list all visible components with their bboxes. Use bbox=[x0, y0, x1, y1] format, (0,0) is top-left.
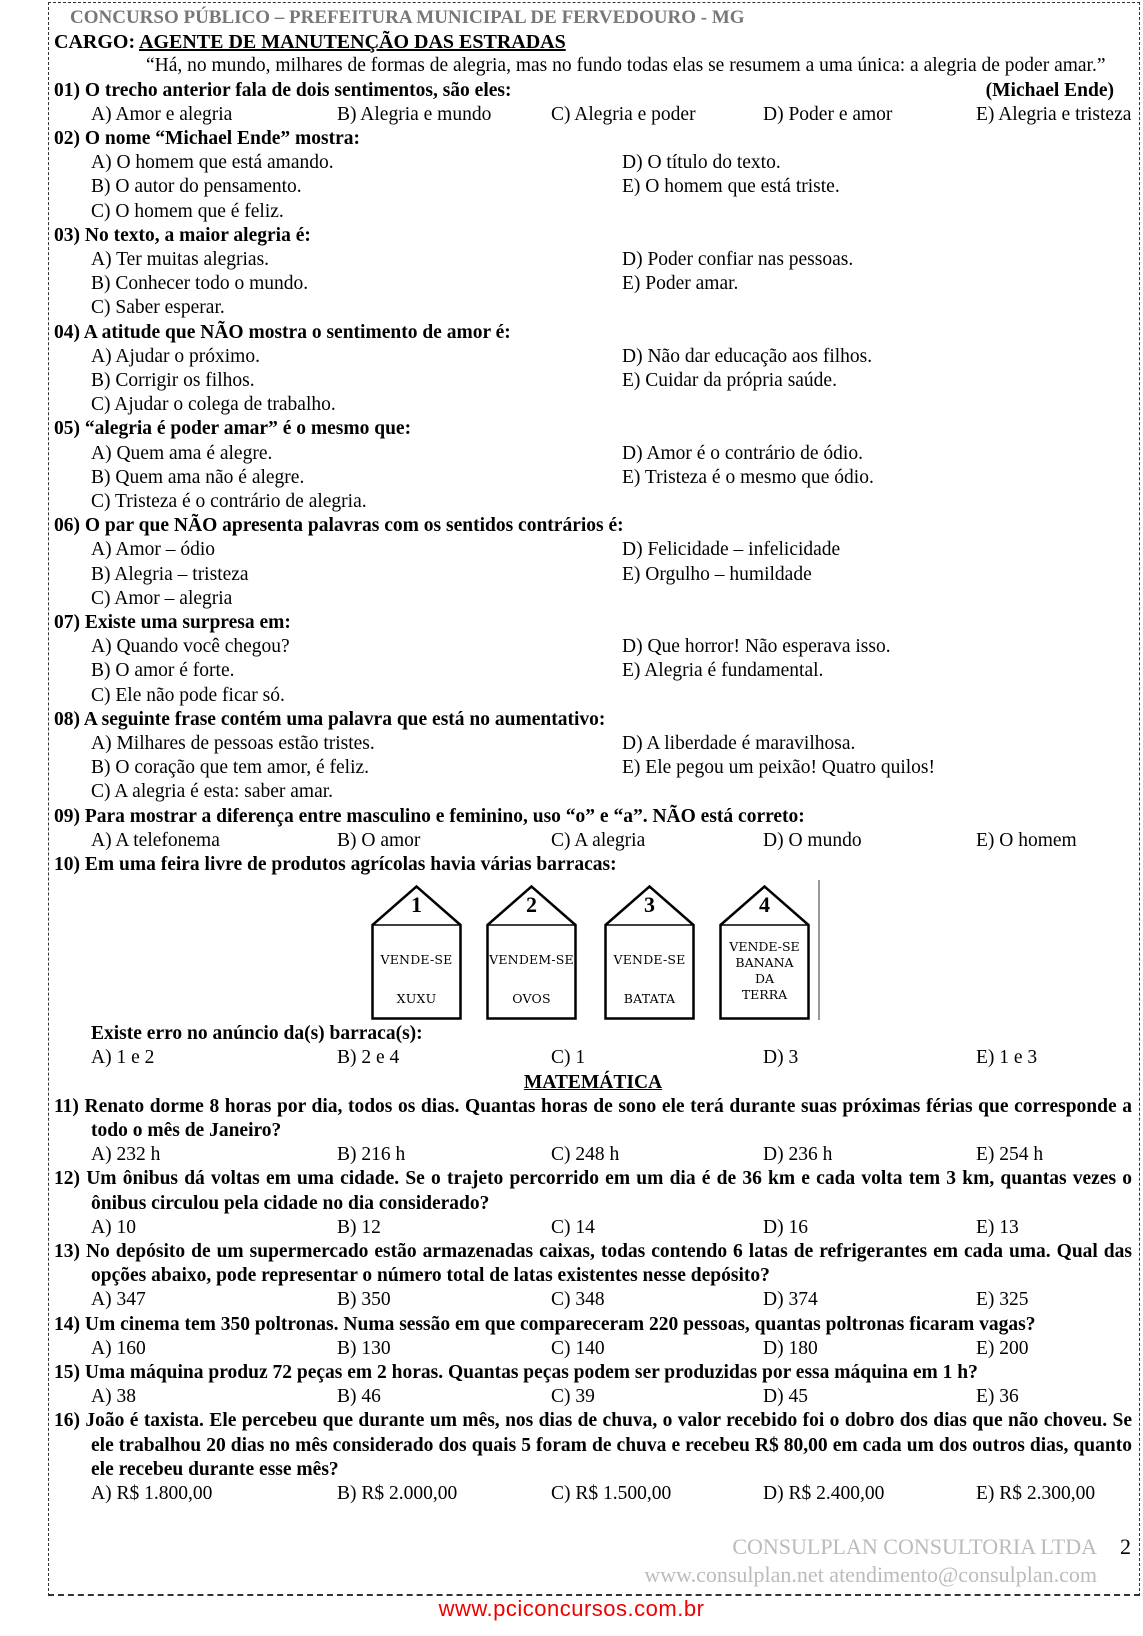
option[interactable]: C) 348 bbox=[551, 1289, 605, 1311]
question-stem: 04) A atitude que NÃO mostra o sentimento de amor é: bbox=[54, 321, 511, 343]
option[interactable]: B) Conhecer todo o mundo. bbox=[91, 273, 309, 295]
option[interactable]: C) A alegria bbox=[551, 829, 646, 851]
quote: “Há, no mundo, milhares de formas de alegria, mas no fundo todas elas se resumem a uma única: a alegria de poder amar.” bbox=[146, 55, 1106, 77]
quote-author: (Michael Ende) bbox=[985, 79, 1114, 101]
option[interactable]: E) Alegria é fundamental. bbox=[622, 660, 824, 682]
stall-sign-line1: VENDE-SE bbox=[613, 952, 686, 968]
option[interactable]: A) Amor – ódio bbox=[91, 539, 216, 561]
question-stem: 05) “alegria é poder amar” é o mesmo que: bbox=[54, 418, 412, 440]
option[interactable]: B) Quem ama não é alegre. bbox=[91, 466, 305, 488]
option[interactable]: A) R$ 1.800,00 bbox=[91, 1483, 213, 1505]
section-title: MATEMÁTICA bbox=[523, 1071, 663, 1093]
options-row bbox=[54, 829, 1132, 853]
option[interactable]: D) 3 bbox=[763, 1047, 799, 1069]
option[interactable]: A) Ajudar o próximo. bbox=[91, 345, 260, 367]
option[interactable]: D) A liberdade é maravilhosa. bbox=[622, 733, 856, 755]
question-substem: Existe erro no anúncio da(s) barraca(s): bbox=[91, 1023, 423, 1045]
question-stem: 06) O par que NÃO apresenta palavras com os sentidos contrários é: bbox=[54, 515, 624, 537]
option[interactable]: C) Saber esperar. bbox=[91, 297, 225, 319]
option[interactable]: C) Ajudar o colega de trabalho. bbox=[91, 394, 336, 416]
options-row bbox=[54, 1482, 1132, 1506]
option[interactable]: E) 1 e 3 bbox=[976, 1047, 1038, 1069]
option[interactable]: B) O amor bbox=[337, 829, 421, 851]
option[interactable]: E) Orgulho – humildade bbox=[622, 563, 812, 585]
option[interactable]: D) Que horror! Não esperava isso. bbox=[622, 636, 891, 658]
options-row bbox=[54, 1385, 1132, 1409]
stall-number: 3 bbox=[644, 892, 655, 918]
question bbox=[54, 79, 1132, 127]
options-row bbox=[54, 1143, 1132, 1167]
options-grid bbox=[54, 732, 1132, 805]
question bbox=[54, 127, 1132, 224]
option[interactable]: E) Ele pegou um peixão! Quatro quilos! bbox=[622, 757, 935, 779]
question bbox=[54, 514, 1132, 611]
option[interactable]: E) O homem que está triste. bbox=[622, 176, 840, 198]
stall-sign-line1: VENDE-SE bbox=[380, 952, 453, 968]
stall-number: 1 bbox=[411, 892, 422, 918]
stall-4 bbox=[719, 885, 810, 1020]
option[interactable]: D) 236 h bbox=[763, 1144, 833, 1166]
exam-content bbox=[54, 6, 1132, 1506]
question-stem: 02) O nome “Michael Ende” mostra: bbox=[54, 128, 361, 149]
question-stem: 14) Um cinema tem 350 poltronas. Numa sessão em que compareceram 220 pessoas, quantas poltronas ficaram vagas? bbox=[54, 1313, 1036, 1335]
option[interactable]: B) Corrigir os filhos. bbox=[91, 370, 255, 392]
option[interactable]: E) R$ 2.300,00 bbox=[976, 1483, 1096, 1505]
stall-sign-line2: XUXU bbox=[396, 991, 437, 1007]
cargo-value: AGENTE DE MANUTENÇÃO DAS ESTRADAS bbox=[139, 31, 566, 54]
option[interactable]: E) O homem bbox=[976, 829, 1077, 851]
stall-3 bbox=[604, 885, 695, 1020]
option[interactable]: B) 216 h bbox=[337, 1144, 406, 1166]
option[interactable]: D) Não dar educação aos filhos. bbox=[622, 345, 873, 367]
question bbox=[54, 321, 1132, 418]
cargo-label: CARGO: bbox=[54, 31, 136, 54]
question-stem: 09) Para mostrar a diferença entre masculino e feminino, uso “o” e “a”. NÃO está correto: bbox=[54, 805, 805, 827]
option[interactable]: B) O coração que tem amor, é feliz. bbox=[91, 757, 370, 779]
option[interactable]: B) 130 bbox=[337, 1337, 391, 1359]
question-stem: 10) Em uma feira livre de produtos agrícolas havia várias barracas: bbox=[54, 854, 617, 876]
option[interactable]: C) Alegria e poder bbox=[551, 103, 696, 125]
option[interactable]: D) 180 bbox=[763, 1337, 818, 1359]
question bbox=[54, 853, 1132, 1071]
option[interactable]: A) A telefonema bbox=[91, 829, 220, 851]
option[interactable]: C) 1 bbox=[551, 1047, 586, 1069]
option[interactable]: C) 39 bbox=[551, 1386, 595, 1408]
stall-1 bbox=[371, 885, 462, 1020]
stall-number: 4 bbox=[759, 892, 770, 918]
option[interactable]: D) R$ 2.400,00 bbox=[763, 1483, 885, 1505]
option[interactable]: A) 1 e 2 bbox=[91, 1047, 155, 1069]
option[interactable]: D) Felicidade – infelicidade bbox=[622, 539, 841, 561]
option[interactable]: A) O homem que está amando. bbox=[91, 152, 334, 174]
options-row bbox=[54, 1046, 1132, 1070]
question-stem: 11) Renato dorme 8 horas por dia, todos os dias. Quantas horas de sono ele terá durante suas próximas férias que corresponde a todo o mês de Janeiro? bbox=[54, 1095, 1132, 1142]
option[interactable]: D) 45 bbox=[763, 1386, 808, 1408]
option[interactable]: C) 14 bbox=[551, 1216, 595, 1238]
options-grid bbox=[54, 345, 1132, 418]
question bbox=[54, 1313, 1132, 1361]
option[interactable]: B) Alegria – tristeza bbox=[91, 563, 249, 585]
option[interactable]: D) 16 bbox=[763, 1216, 808, 1238]
page-number: 2 bbox=[1120, 1534, 1131, 1559]
option[interactable]: E) 254 h bbox=[976, 1144, 1044, 1166]
option[interactable]: B) R$ 2.000,00 bbox=[337, 1483, 458, 1505]
question bbox=[54, 1240, 1132, 1313]
site-url[interactable]: www.pciconcursos.com.br bbox=[438, 1596, 705, 1621]
options-row bbox=[54, 1288, 1132, 1312]
option[interactable]: A) Milhares de pessoas estão tristes. bbox=[91, 733, 375, 755]
option[interactable]: A) 38 bbox=[91, 1386, 136, 1408]
question bbox=[54, 1095, 1132, 1168]
question bbox=[54, 611, 1132, 708]
option[interactable]: C) Amor – alegria bbox=[91, 587, 233, 609]
question-stem: 01) O trecho anterior fala de dois sentimentos, são eles: bbox=[54, 79, 512, 101]
stall-number: 2 bbox=[526, 892, 537, 918]
option[interactable]: D) O título do texto. bbox=[622, 152, 781, 174]
option[interactable]: C) Tristeza é o contrário de alegria. bbox=[91, 491, 367, 513]
option[interactable]: C) 140 bbox=[551, 1337, 605, 1359]
cargo-line bbox=[54, 30, 1132, 54]
option[interactable]: A) Quando você chegou? bbox=[91, 636, 290, 658]
options-row bbox=[54, 103, 1132, 127]
option[interactable]: A) Ter muitas alegrias. bbox=[91, 249, 270, 271]
stall-sign-line2: OVOS bbox=[512, 991, 551, 1007]
option[interactable]: C) A alegria é esta: saber amar. bbox=[91, 781, 334, 803]
question-stem: 07) Existe uma surpresa em: bbox=[54, 612, 291, 634]
question bbox=[54, 224, 1132, 321]
question-stem: 15) Uma máquina produz 72 peças em 2 horas. Quantas peças podem ser produzidas por essa máquina em 1 h? bbox=[54, 1362, 978, 1384]
option[interactable]: A) 10 bbox=[91, 1216, 136, 1238]
figure-divider bbox=[818, 880, 820, 1020]
option[interactable]: E) 325 bbox=[976, 1289, 1029, 1311]
option[interactable]: A) Amor e alegria bbox=[91, 103, 233, 125]
options-grid bbox=[54, 538, 1132, 611]
option[interactable]: B) O amor é forte. bbox=[91, 660, 235, 682]
option[interactable]: E) 36 bbox=[976, 1386, 1019, 1408]
stall-sign-line: BANANA bbox=[735, 955, 794, 971]
footer-contact: www.consulplan.net atendimento@consulplan.com bbox=[644, 1562, 1097, 1587]
question bbox=[54, 417, 1132, 514]
question-stem: 16) João é taxista. Ele percebeu que durante um mês, nos dias de chuva, o valor recebido foi o dobro dos dias que não choveu. Se ele trabalhou 20 dias no mês considerado dos quais 5 foram de chuva e recebeu R$ 80,00 em cada um dos outros dias, quanto ele recebeu durante esse mês? bbox=[54, 1410, 1132, 1480]
option[interactable]: B) 350 bbox=[337, 1289, 391, 1311]
question bbox=[54, 805, 1132, 853]
option[interactable]: B) 46 bbox=[337, 1386, 381, 1408]
question-stem: 12) Um ônibus dá voltas em uma cidade. Se o trajeto percorrido em um dia é de 36 km e cada volta tem 3 km, quantas vezes o ônibus circulou pela cidade no dia considerado? bbox=[54, 1168, 1132, 1214]
option[interactable]: A) 232 h bbox=[91, 1144, 161, 1166]
stall-sign-line: TERRA bbox=[741, 987, 788, 1003]
option[interactable]: B) O autor do pensamento. bbox=[91, 176, 302, 198]
question-stem: 03) No texto, a maior alegria é: bbox=[54, 224, 311, 246]
option[interactable]: E) Cuidar da própria saúde. bbox=[622, 370, 837, 392]
stall-sign-line1: VENDEM-SE bbox=[489, 952, 574, 968]
options-grid bbox=[54, 248, 1132, 321]
question bbox=[54, 708, 1132, 805]
option[interactable]: C) O homem que é feliz. bbox=[91, 200, 284, 222]
question-stem: 13) No depósito de um supermercado estão armazenadas caixas, todas contendo 6 latas de refrigerantes em cada uma. Qual das opções abaixo, pode representar o número total de latas existentes nesse depósito? bbox=[54, 1241, 1132, 1287]
option[interactable]: D) 374 bbox=[763, 1289, 818, 1311]
options-row bbox=[54, 1337, 1132, 1361]
stall-sign-line: VENDE-SE bbox=[729, 939, 800, 955]
option[interactable]: E) Poder amar. bbox=[622, 273, 739, 295]
options-grid bbox=[54, 151, 1132, 224]
option[interactable]: D) Amor é o contrário de ódio. bbox=[622, 442, 863, 464]
option[interactable]: E) 200 bbox=[976, 1337, 1029, 1359]
question bbox=[54, 1167, 1132, 1240]
options-grid bbox=[54, 635, 1132, 708]
question bbox=[54, 1409, 1132, 1506]
option[interactable]: E) Alegria e tristeza bbox=[976, 103, 1132, 125]
footer-company: CONSULPLAN CONSULTORIA LTDA bbox=[732, 1534, 1097, 1559]
question-stem: 08) A seguinte frase contém uma palavra que está no aumentativo: bbox=[54, 708, 606, 730]
option[interactable]: E) Tristeza é o mesmo que ódio. bbox=[622, 466, 874, 488]
option[interactable]: D) O mundo bbox=[763, 829, 862, 851]
option[interactable]: D) Poder e amor bbox=[763, 103, 893, 125]
exam-header: CONCURSO PÚBLICO – PREFEITURA MUNICIPAL DE FERVEDOURO - MG bbox=[70, 7, 745, 28]
option[interactable]: B) 2 e 4 bbox=[337, 1047, 400, 1069]
option[interactable]: C) 248 h bbox=[551, 1144, 620, 1166]
stall-sign-line: DA bbox=[754, 971, 775, 987]
option[interactable]: D) Poder confiar nas pessoas. bbox=[622, 249, 854, 271]
option[interactable]: B) 12 bbox=[337, 1216, 381, 1238]
option[interactable]: B) Alegria e mundo bbox=[337, 103, 492, 125]
option[interactable]: A) 160 bbox=[91, 1337, 146, 1359]
option[interactable]: C) Ele não pode ficar só. bbox=[91, 684, 285, 706]
option[interactable]: A) Quem ama é alegre. bbox=[91, 442, 273, 464]
options-grid bbox=[54, 442, 1132, 515]
stalls-figure bbox=[54, 877, 1132, 1022]
option[interactable]: A) 347 bbox=[91, 1289, 146, 1311]
options-row bbox=[54, 1216, 1132, 1240]
question bbox=[54, 1361, 1132, 1409]
option[interactable]: C) R$ 1.500,00 bbox=[551, 1483, 672, 1505]
stall-sign-line2: BATATA bbox=[623, 991, 676, 1007]
stall-sign bbox=[719, 939, 810, 1003]
stall-2 bbox=[486, 885, 577, 1020]
option[interactable]: E) 13 bbox=[976, 1216, 1019, 1238]
